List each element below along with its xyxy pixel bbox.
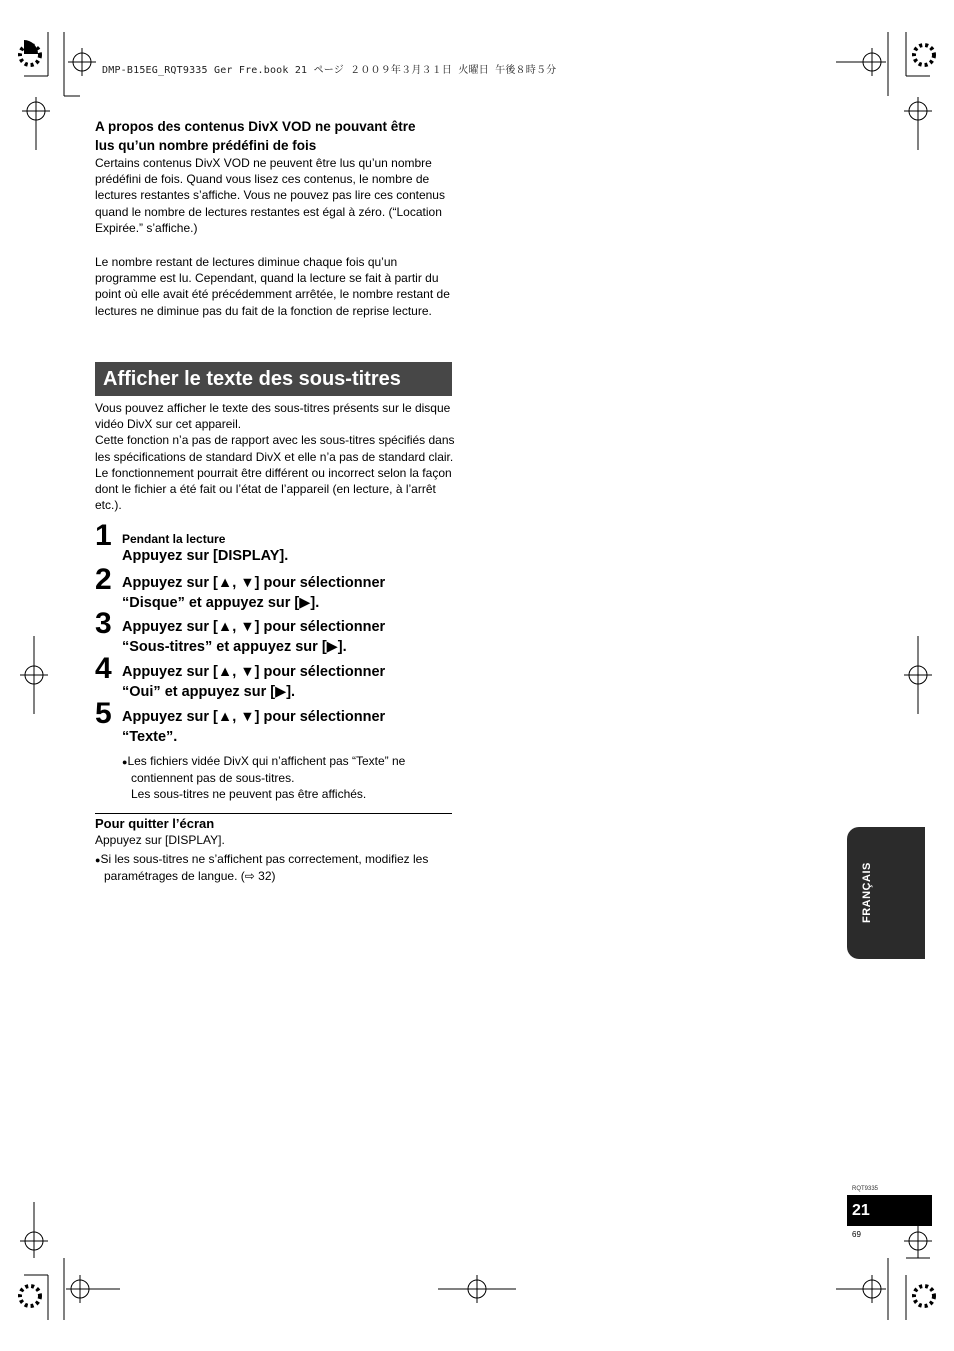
- step-5: [122, 708, 462, 747]
- step-number: 5: [95, 697, 112, 730]
- step-4: [122, 663, 462, 702]
- intro-paragraph-2: Cette fonction n’a pas de rapport avec les sous-titres spécifiés dans les spécifications de standard DivX et elle n’a pas de standard clair. Le fonctionnement pourrait être différent ou incorrect selon la façon dont le fichier a été fait ou l’état de l’appareil (en lecture, à l’arrêt etc.).: [95, 433, 455, 513]
- step-2-line2: “Disque” et appuyez sur [▶].: [122, 594, 320, 611]
- quit-note-line1: Si les sous-titres ne s’affichent pas correctement, modifiez les: [100, 852, 429, 866]
- quit-heading: Pour quitter l’écran: [95, 816, 215, 831]
- divx-heading-line1: A propos des contenus DivX VOD ne pouvant être: [95, 119, 416, 134]
- step-3: [122, 618, 462, 657]
- quit-text: Appuyez sur [DISPLAY].: [95, 833, 225, 847]
- note-line2: contiennent pas de sous-titres.: [131, 771, 295, 785]
- intro-paragraph-1: Vous pouvez afficher le texte des sous-titres présents sur le disque vidéo DivX sur cet appareil.: [95, 401, 451, 432]
- page-number: 21: [847, 1195, 932, 1226]
- divx-paragraph-1: Certains contenus DivX VOD ne peuvent être lus qu’un nombre prédéfini de fois. Quand vous lisez ces contenus, le nombre de lectures restantes s’affiche. Vous ne pouvez pas lire ces contenus quand le nombre de lectures restantes est égal à zéro. (“Location Expirée.” s’affiche.): [95, 156, 445, 235]
- section-title: Afficher le texte des sous-titres: [95, 362, 452, 396]
- book-file-info: DMP-B15EG_RQT9335 Ger Fre.book 21 ページ ２００９年３月３１日 火曜日 午後８時５分: [102, 65, 557, 76]
- step-2: [122, 574, 462, 613]
- note-line1: Les fichiers vidée DivX qui n’affichent pas “Texte” ne: [127, 754, 406, 768]
- quit-section: [95, 815, 455, 884]
- divx-heading-line2: lus qu’un nombre prédéfini de fois: [95, 138, 317, 153]
- step-1-text: Appuyez sur [DISPLAY].: [122, 548, 289, 564]
- step-number: 1: [95, 519, 112, 552]
- step-number: 4: [95, 652, 112, 685]
- step-3-line1: Appuyez sur [▲, ▼] pour sélectionner: [122, 619, 386, 635]
- divx-paragraph-2: Le nombre restant de lectures diminue chaque fois qu’un programme est lu. Cependant, quand la lecture se fait à partir du point où elle avait été précédemment arrêtée, le nombre restant de lectures ne diminue pas du fait de la fonction de reprise lecture.: [95, 255, 450, 318]
- step-1-context: Pendant la lecture: [122, 532, 226, 546]
- step-2-line1: Appuyez sur [▲, ▼] pour sélectionner: [122, 575, 386, 591]
- bullet-icon: ●: [122, 757, 128, 767]
- bullet-icon: ●: [95, 855, 101, 865]
- divx-vod-section: [95, 117, 455, 319]
- language-tab-label: FRANÇAIS: [861, 862, 873, 923]
- doc-code: RQT9335: [852, 1186, 879, 1192]
- note-line3: Les sous-titres ne peuvent pas être affichés.: [131, 787, 367, 801]
- step-number: 2: [95, 563, 112, 596]
- step-1: [122, 531, 462, 567]
- sub-page-number: 69: [852, 1230, 861, 1239]
- step-number: 3: [95, 607, 112, 640]
- quit-note-line2: paramétrages de langue. (⇨ 32): [104, 869, 276, 883]
- step-5-line2: “Texte”.: [122, 728, 178, 745]
- language-tab: [847, 827, 925, 959]
- step-3-line2: “Sous-titres” et appuyez sur [▶].: [122, 638, 347, 655]
- divider: [95, 813, 452, 814]
- step-4-line2: “Oui” et appuyez sur [▶].: [122, 683, 296, 700]
- section-intro: [95, 400, 455, 513]
- step-5-line1: Appuyez sur [▲, ▼] pour sélectionner: [122, 709, 386, 725]
- step-4-line1: Appuyez sur [▲, ▼] pour sélectionner: [122, 664, 386, 680]
- step-5-note: [122, 753, 452, 802]
